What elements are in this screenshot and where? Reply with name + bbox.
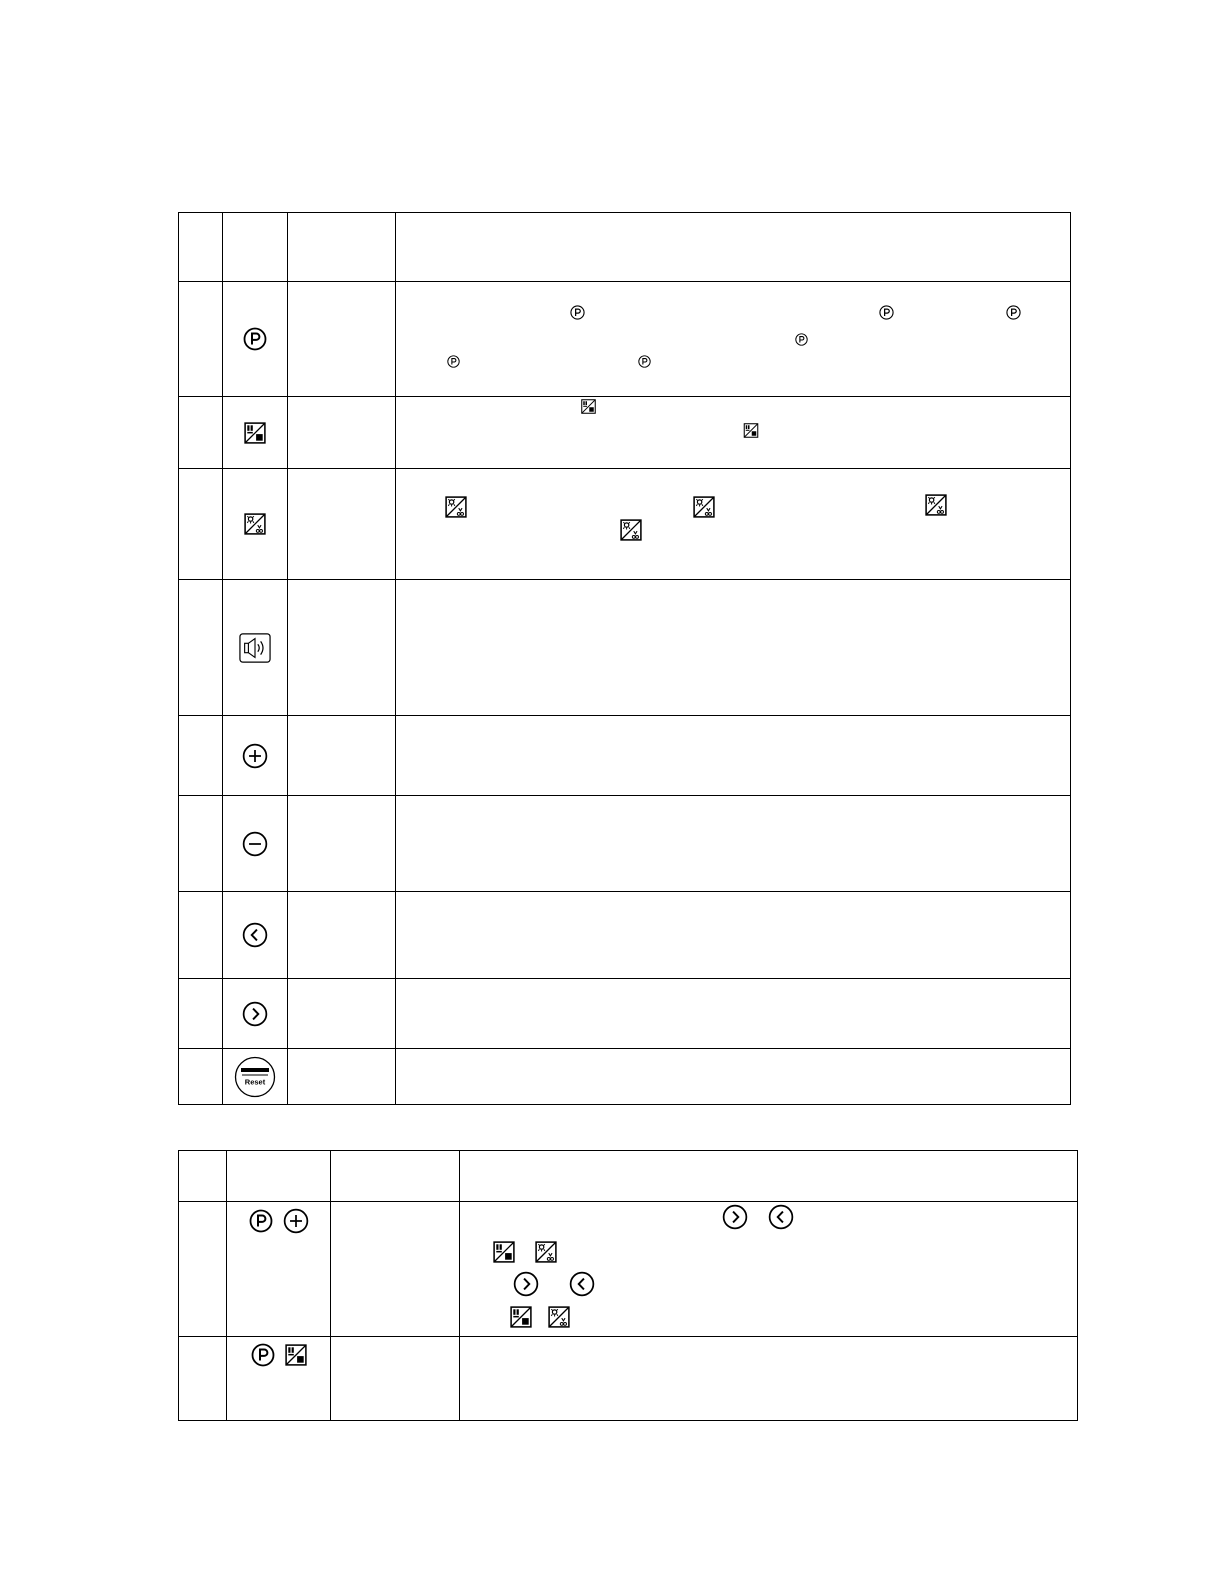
plus-button-icon[interactable] [242,743,268,769]
header-cell-button [223,213,288,282]
button-combination-table [178,1150,1078,1420]
sun-mode-button-icon[interactable] [244,512,266,536]
plus-button-icon[interactable] [283,1208,309,1234]
header-cell-no [179,1151,227,1202]
p-button-icon[interactable] [243,327,267,351]
table-header-row [179,1151,1078,1202]
table-row [179,282,1071,397]
left-arrow-icon [768,1204,794,1230]
sun-mode-icon [535,1240,557,1264]
table-row [179,716,1071,796]
reset-button-icon[interactable] [234,1056,276,1098]
description-cell [396,979,1071,1049]
right-arrow-icon [513,1271,539,1297]
header-cell-combination [227,1151,331,1202]
description-cell [460,1337,1078,1421]
p-icon [638,355,651,368]
sun-mode-icon [923,494,949,516]
sun-mode-icon [443,496,469,518]
table-row [179,580,1071,716]
left-arrow-button-icon[interactable] [242,922,268,948]
description-cell [396,580,1071,716]
light-mode-icon [510,1306,532,1328]
description-cell [396,796,1071,892]
p-icon [795,333,808,346]
table-header-row [179,213,1071,282]
description-cell [396,716,1071,796]
minus-button-icon[interactable] [242,831,268,857]
header-cell-name [331,1151,460,1202]
button-function-table [178,212,1071,1105]
description-cell [396,282,1071,397]
description-cell [396,1049,1071,1105]
sun-mode-icon [548,1305,570,1329]
header-cell-description [396,213,1071,282]
p-icon [1006,305,1021,320]
description-cell [396,397,1071,469]
table-row [179,1202,1078,1337]
table-row [179,1337,1078,1421]
header-cell-name [288,213,396,282]
reset-label: Reset [244,1077,266,1086]
right-arrow-button-icon[interactable] [242,1001,268,1027]
table-row [179,1049,1071,1105]
light-mode-icon [581,399,596,414]
table-row [179,796,1071,892]
sun-mode-icon [618,519,644,541]
p-icon [570,305,585,320]
left-arrow-icon [569,1271,595,1297]
p-button-icon[interactable] [249,1209,273,1233]
light-mode-button-icon[interactable] [285,1344,307,1366]
description-cell [460,1202,1078,1337]
p-icon [447,355,460,368]
light-mode-button-icon[interactable] [244,422,266,444]
description-cell [396,469,1071,580]
description-cell [396,892,1071,979]
table-row [179,892,1071,979]
p-icon [879,305,894,320]
right-arrow-icon [722,1204,748,1230]
p-button-icon[interactable] [251,1343,275,1367]
table-row [179,979,1071,1049]
light-mode-icon [493,1241,515,1263]
table-row [179,469,1071,580]
header-cell-no [179,213,223,282]
sound-button-icon[interactable] [239,632,271,664]
table-row [179,397,1071,469]
light-mode-icon [741,423,761,438]
header-cell-description [460,1151,1078,1202]
sun-mode-icon [691,496,717,518]
